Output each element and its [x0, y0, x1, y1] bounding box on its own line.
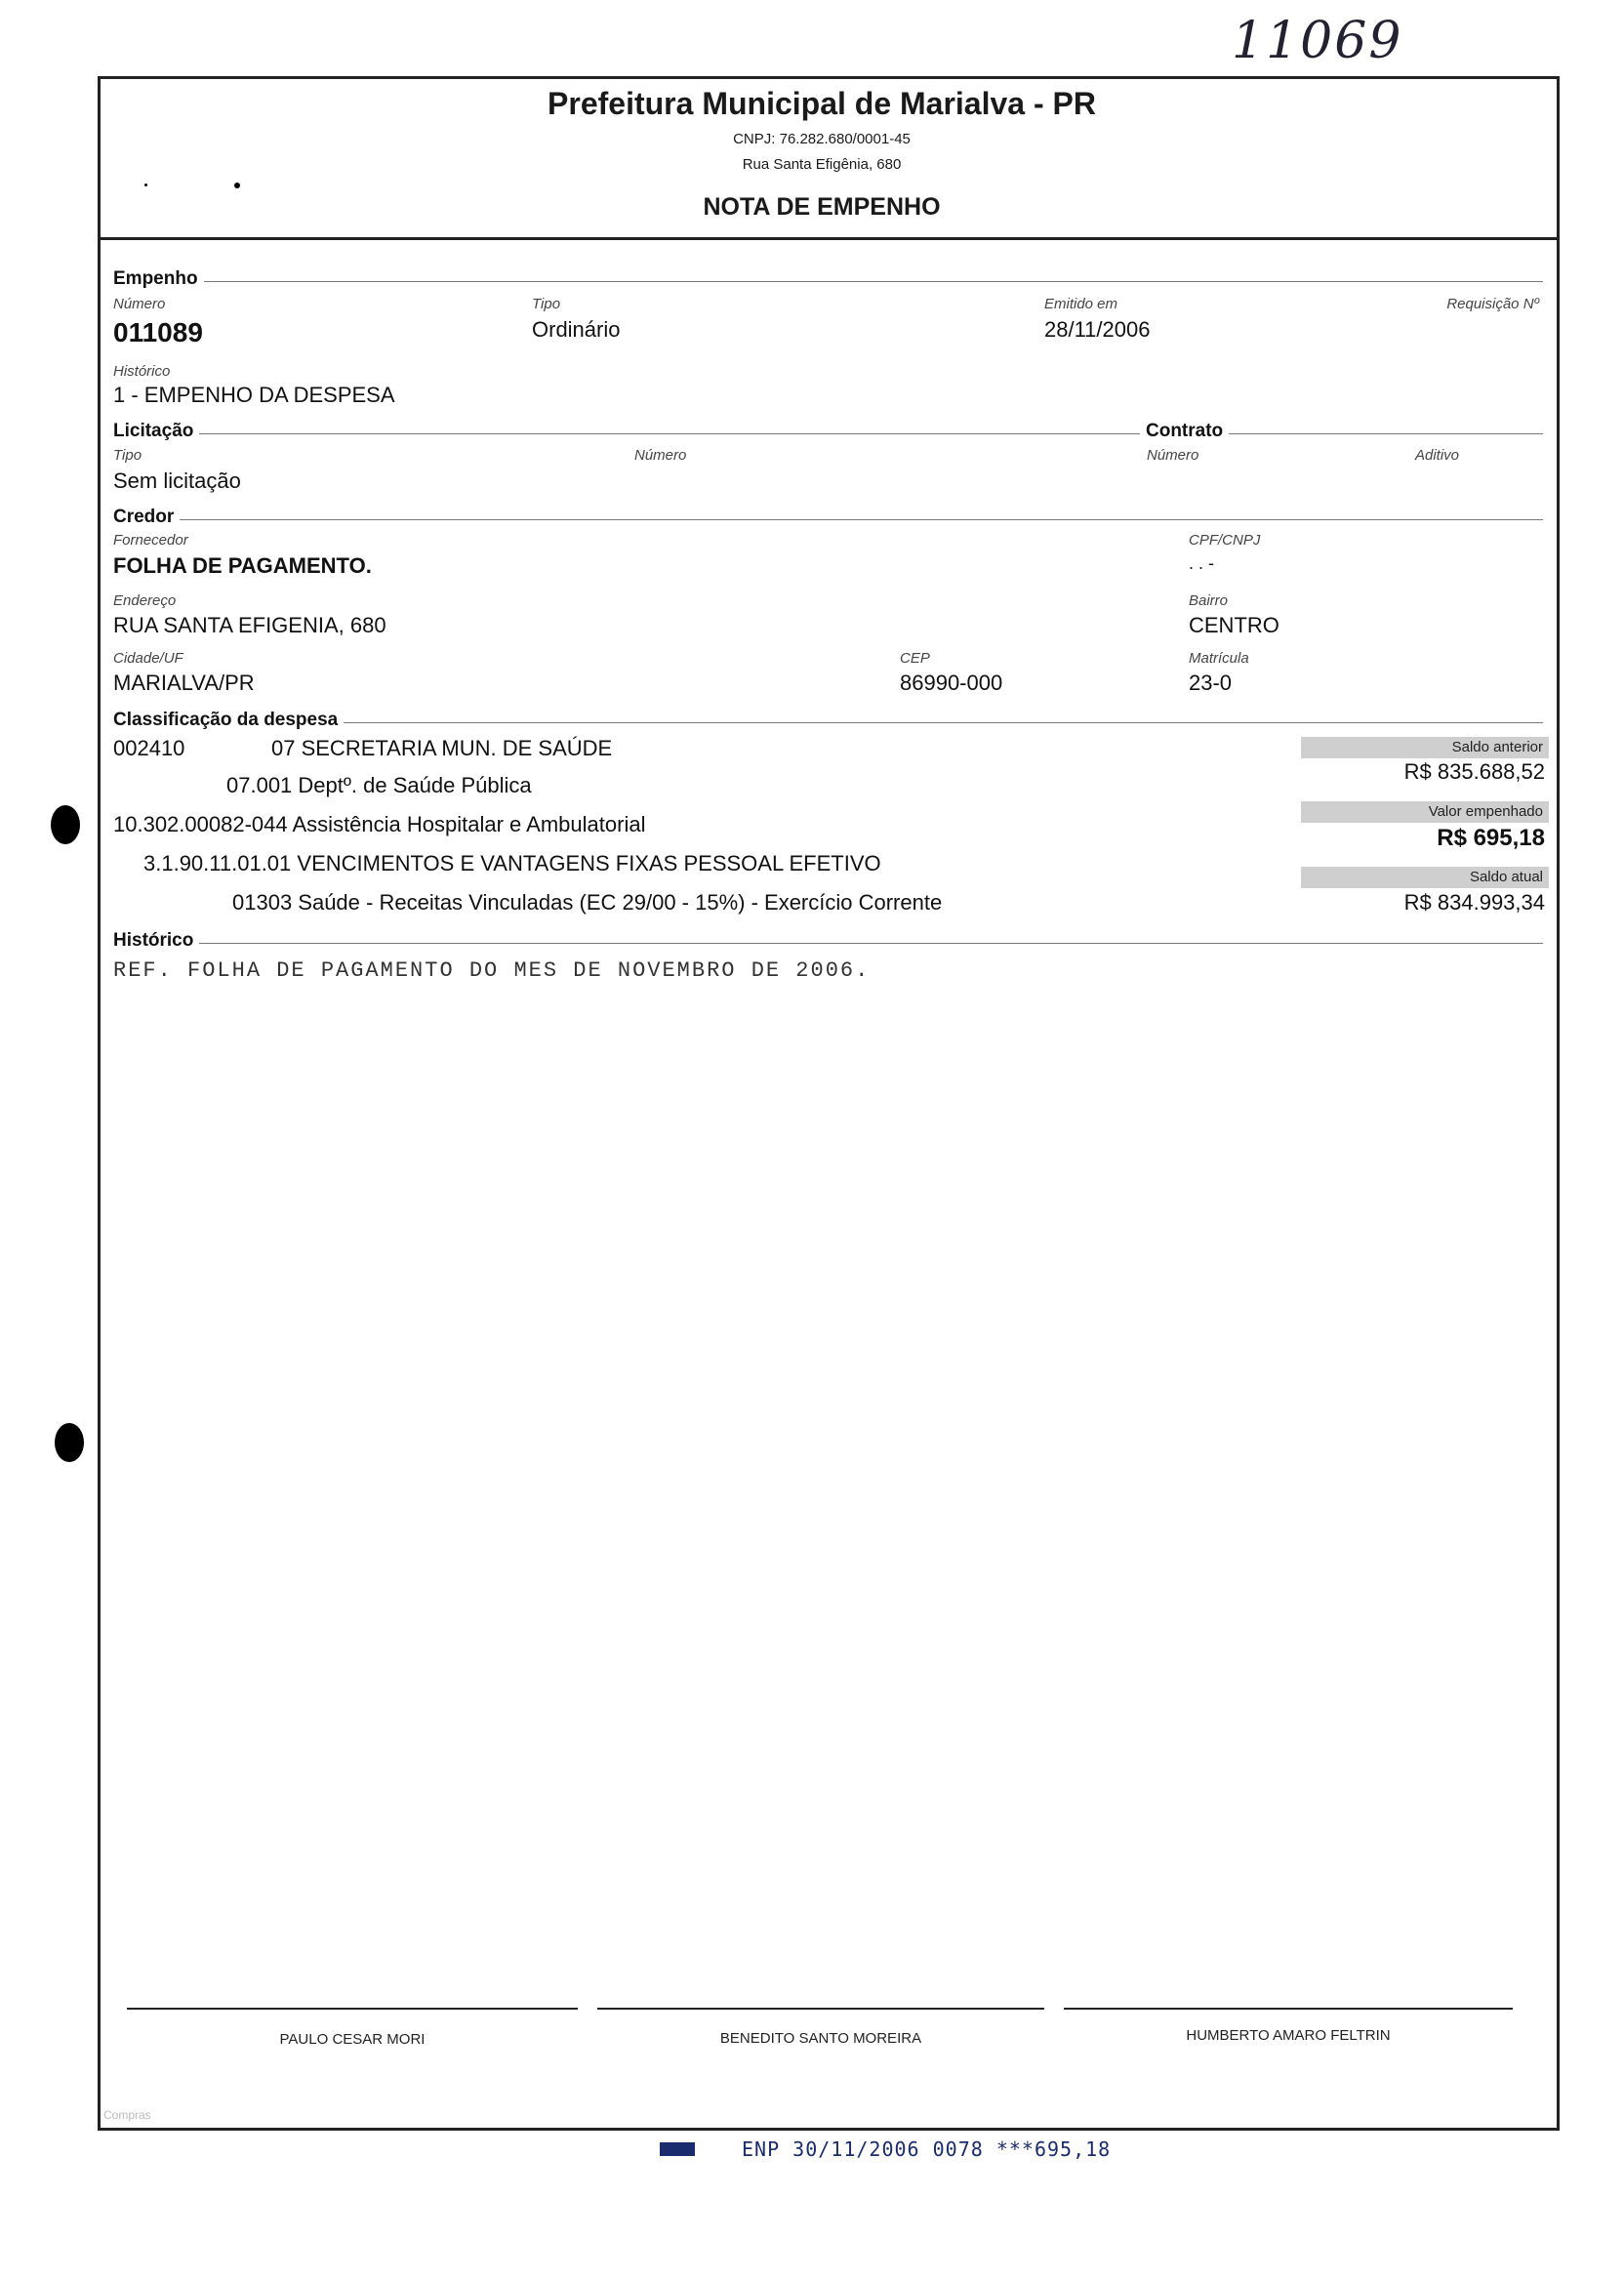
signature-line-1 — [127, 2008, 578, 2010]
cpf-label: CPF/CNPJ — [1189, 532, 1261, 549]
cep-label: CEP — [900, 650, 930, 667]
signature-name-1: PAULO CESAR MORI — [279, 2031, 426, 2048]
empenho-historico-label: Histórico — [113, 363, 171, 380]
licitacao-numero-label: Número — [634, 447, 687, 464]
classificacao-code: 002410 — [113, 736, 185, 760]
classificacao-line-unidade: 07.001 Deptº. de Saúde Pública — [226, 773, 532, 797]
saldo-anterior: R$ 835.688,52 — [1403, 759, 1545, 784]
empenho-emitido: 28/11/2006 — [1044, 317, 1151, 342]
punch-hole-top — [51, 805, 80, 844]
empenho-numero-label: Número — [113, 296, 166, 312]
cidade-label: Cidade/UF — [113, 650, 183, 667]
bairro-label: Bairro — [1189, 592, 1229, 609]
punch-hole-bottom — [55, 1423, 84, 1462]
handwritten-page-number: 11069 — [1232, 12, 1403, 70]
section-licitacao: Licitação — [113, 421, 199, 442]
classificacao-line-natureza: 3.1.90.11.01.01 VENCIMENTOS E VANTAGENS FIXAS PESSOAL EFETIVO — [143, 851, 881, 875]
historico-rule — [113, 943, 1543, 944]
matricula-label: Matrícula — [1189, 650, 1249, 667]
header-address: Rua Santa Efigênia, 680 — [742, 156, 902, 173]
licitacao-tipo-label: Tipo — [113, 447, 142, 464]
doc-title: NOTA DE EMPENHO — [703, 193, 941, 221]
section-classificacao: Classificação da despesa — [113, 710, 344, 731]
fornecedor: FOLHA DE PAGAMENTO. — [113, 553, 372, 578]
endereco: RUA SANTA EFIGENIA, 680 — [113, 613, 386, 637]
section-credor: Credor — [113, 507, 180, 528]
header-cnpj: CNPJ: 76.282.680/0001-45 — [733, 131, 911, 147]
cpf-value: . . - — [1189, 553, 1214, 573]
licitacao-tipo: Sem licitação — [113, 468, 241, 493]
header-divider — [98, 237, 1560, 240]
saldo-atual-label: Saldo atual — [1301, 867, 1549, 888]
saldo-atual: R$ 834.993,34 — [1403, 890, 1545, 915]
empenho-emitido-label: Emitido em — [1044, 296, 1118, 312]
fornecedor-label: Fornecedor — [113, 532, 188, 549]
contrato-aditivo-label: Aditivo — [1415, 447, 1460, 464]
footer-small-text: Compras — [103, 2108, 151, 2122]
credor-rule — [113, 519, 1543, 520]
empenho-historico: 1 - EMPENHO DA DESPESA — [113, 383, 395, 407]
valor-empenhado: R$ 695,18 — [1437, 825, 1545, 851]
licitacao-rule — [113, 433, 1543, 434]
historico-text: REF. FOLHA DE PAGAMENTO DO MES DE NOVEMBRO DE 2006. — [113, 958, 871, 983]
processing-stamp: ENP 30/11/2006 0078 ***695,18 — [742, 2137, 1112, 2161]
section-empenho: Empenho — [113, 268, 204, 290]
signature-line-2 — [597, 2008, 1044, 2010]
empenho-numero: 011089 — [113, 317, 203, 347]
section-contrato: Contrato — [1140, 421, 1229, 442]
saldo-anterior-label: Saldo anterior — [1301, 737, 1549, 758]
empenho-tipo: Ordinário — [532, 317, 621, 342]
section-historico: Histórico — [113, 930, 199, 952]
requisicao-label: Requisição Nº — [1446, 296, 1539, 312]
classificacao-line-funcional: 10.302.00082-044 Assistência Hospitalar e Ambulatorial — [113, 812, 646, 836]
matricula: 23-0 — [1189, 671, 1233, 695]
valor-empenhado-label: Valor empenhado — [1301, 801, 1549, 823]
stamp-mark — [660, 2142, 695, 2156]
page-title: Prefeitura Municipal de Marialva - PR — [548, 86, 1096, 121]
bairro: CENTRO — [1189, 613, 1279, 637]
signature-name-2: BENEDITO SANTO MOREIRA — [719, 2030, 922, 2047]
cidade: MARIALVA/PR — [113, 671, 255, 695]
empenho-rule — [113, 281, 1543, 282]
classificacao-line-orgao: 07 SECRETARIA MUN. DE SAÚDE — [271, 736, 613, 760]
classificacao-line-fonte: 01303 Saúde - Receitas Vinculadas (EC 29/00 - 15%) - Exercício Corrente — [232, 890, 943, 915]
cep: 86990-000 — [900, 671, 1003, 695]
signature-name-3: HUMBERTO AMARO FELTRIN — [1186, 2027, 1391, 2044]
endereco-label: Endereço — [113, 592, 177, 609]
signature-line-3 — [1064, 2008, 1513, 2010]
contrato-numero-label: Número — [1147, 447, 1199, 464]
empenho-tipo-label: Tipo — [532, 296, 561, 312]
